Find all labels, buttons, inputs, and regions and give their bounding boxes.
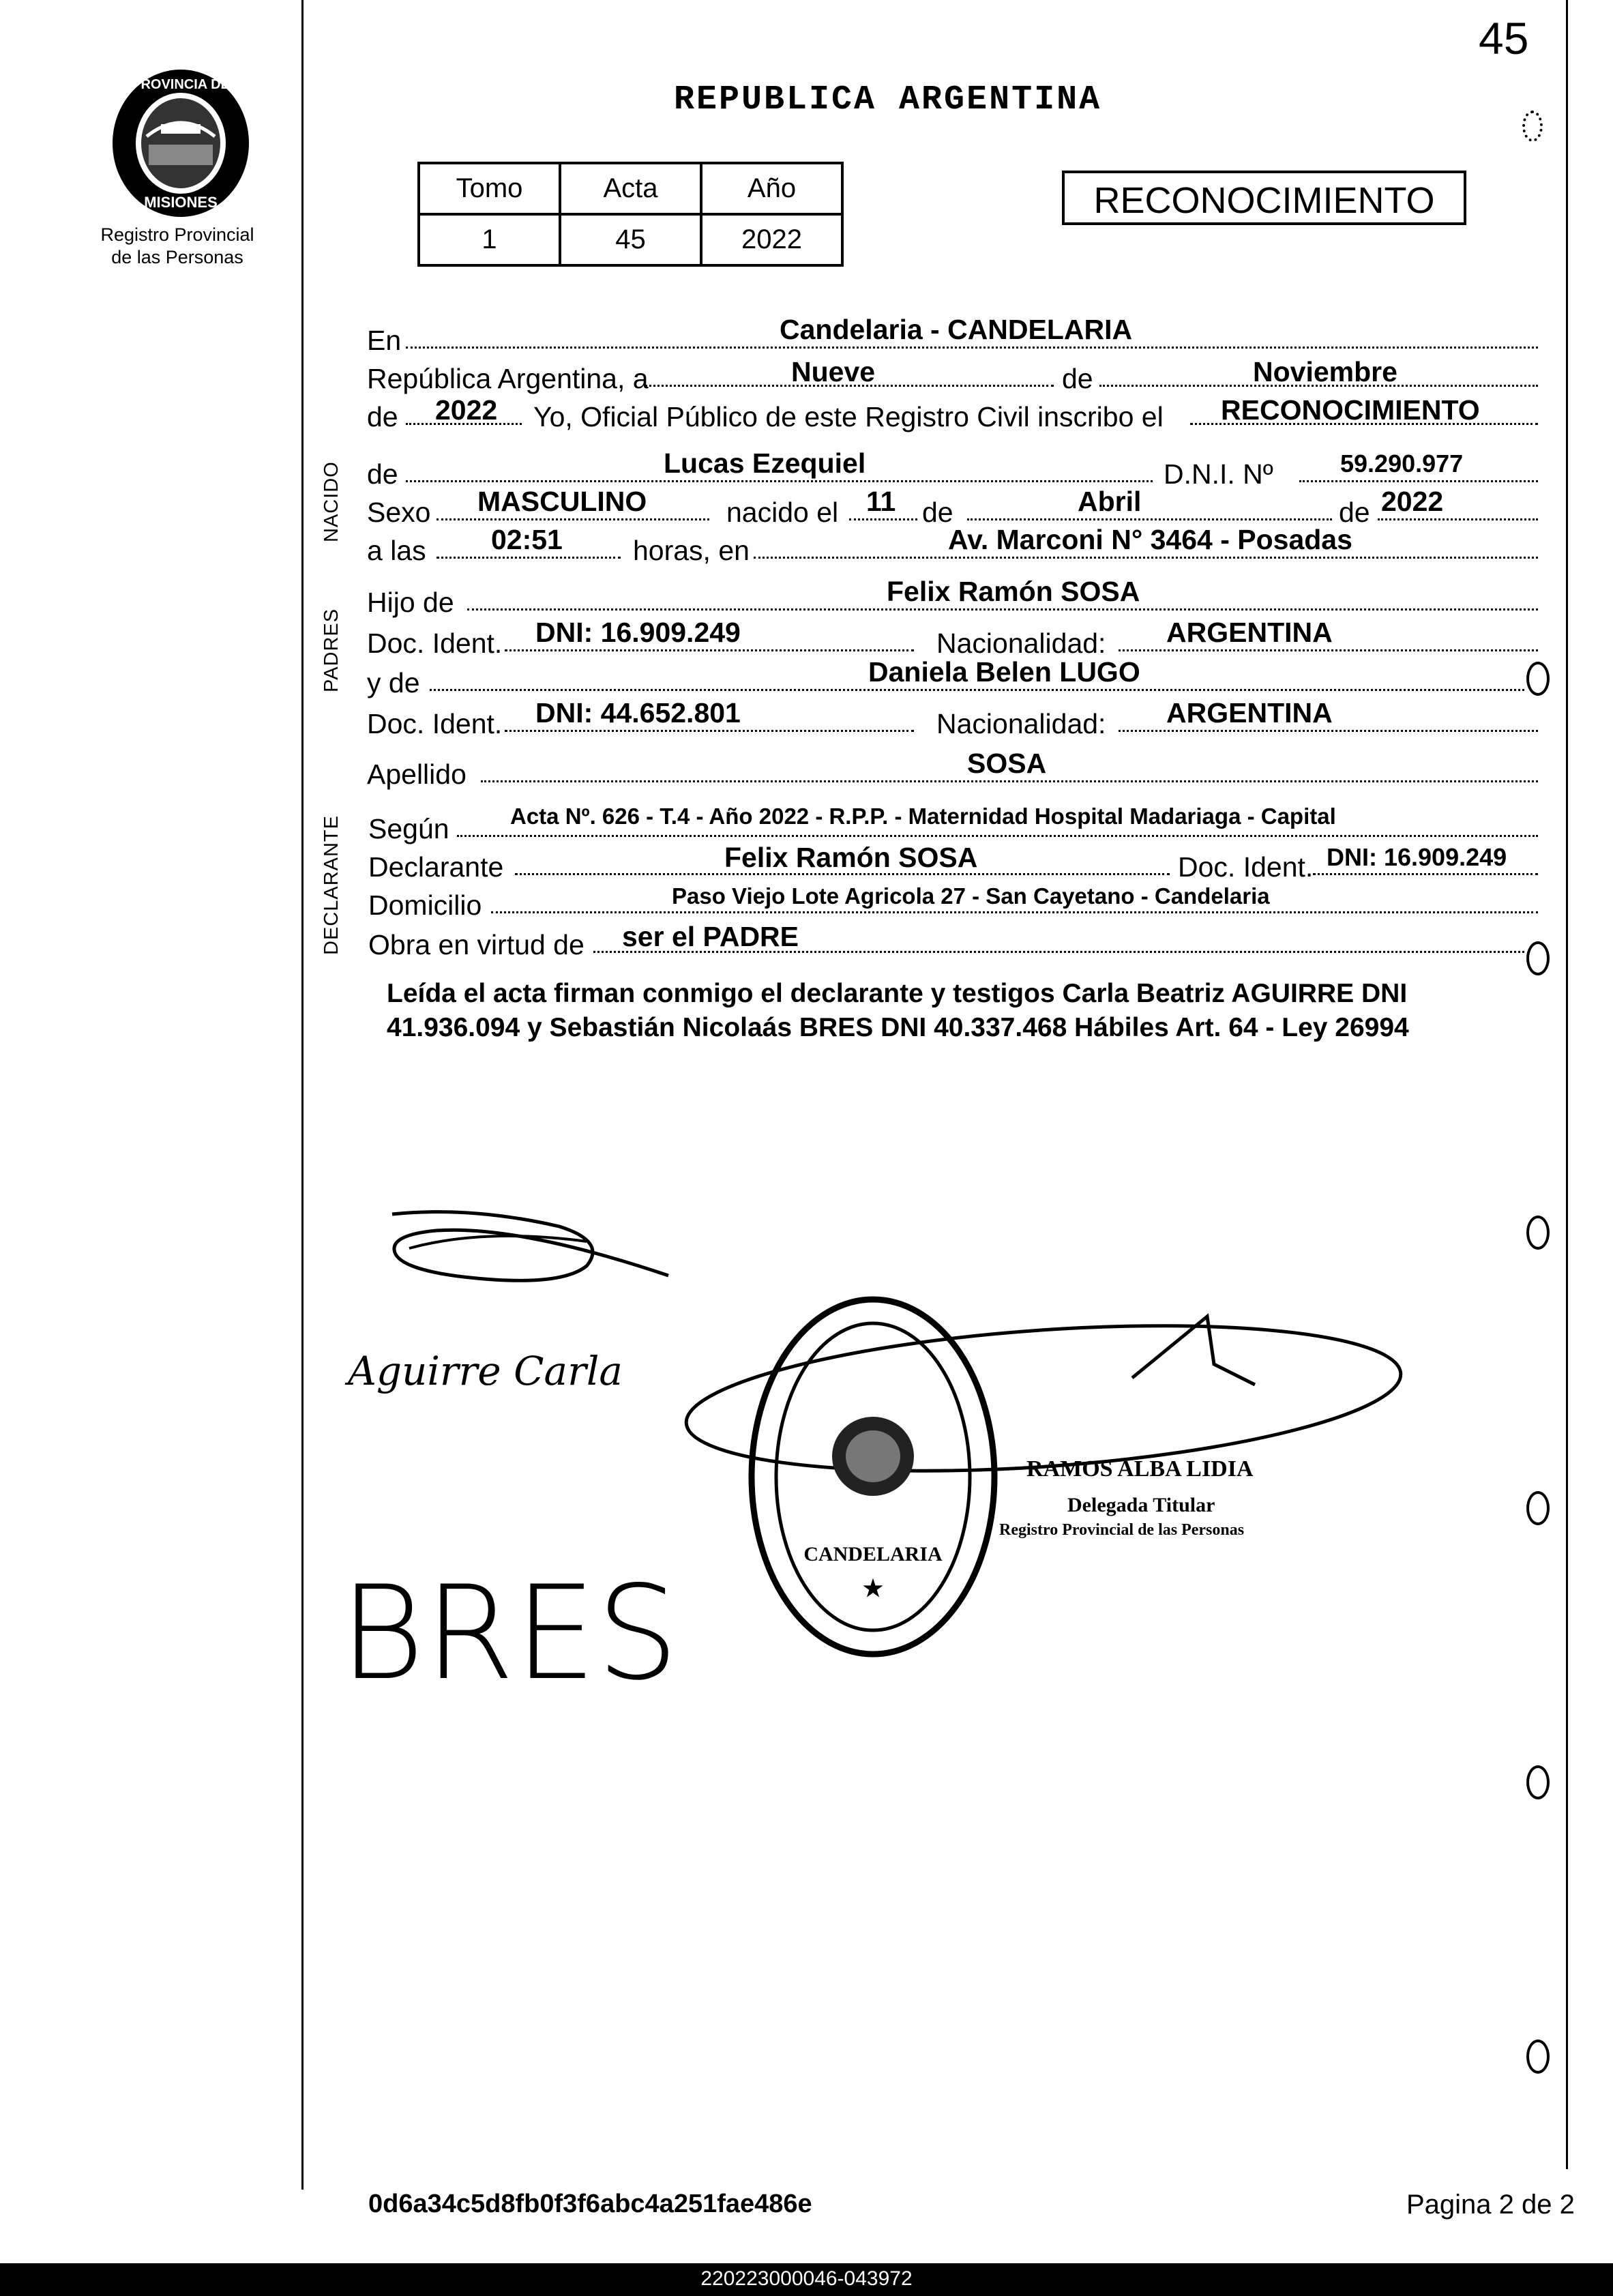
document-hash: 0d6a34c5d8fb0f3f6abc4a251fae486e — [368, 2190, 812, 2218]
value-madre: Daniela Belen LUGO — [868, 656, 1140, 688]
label-apellido: Apellido — [367, 759, 467, 790]
label-y-de: y de — [367, 667, 420, 698]
value-dni: 59.290.977 — [1340, 450, 1464, 477]
registry-name: Registro Provincial de las Personas — [100, 224, 254, 267]
side-label-declarante: DECLARANTE — [321, 815, 342, 955]
label-de-anio-nac: de — [1339, 497, 1370, 528]
page-number: 45 — [1479, 13, 1529, 63]
margin-hole — [1526, 1765, 1550, 1799]
label-doc-padre: Doc. Ident. — [367, 628, 503, 659]
official-stamp — [655, 1276, 1412, 1603]
side-label-padres: PADRES — [321, 608, 342, 692]
dots — [436, 557, 621, 559]
value-padre-dni: DNI: 16.909.249 — [535, 617, 741, 648]
value-anio: 2022 — [435, 394, 498, 426]
value-lugar: Candelaria - CANDELARIA — [780, 314, 1133, 345]
label-de-nombre: de — [367, 458, 398, 490]
dots — [1119, 649, 1538, 651]
label-sexo: Sexo — [367, 497, 431, 528]
label-de-anio: de — [367, 401, 398, 432]
value-acta: 45 — [560, 214, 701, 265]
document-title: REPUBLICA ARGENTINA — [674, 80, 1102, 119]
tomo-acta-anio-table — [417, 162, 844, 267]
label-doc-declarante: Doc. Ident. — [1178, 851, 1314, 883]
dots — [406, 480, 1153, 482]
label-de: de — [1062, 363, 1093, 394]
label-nac-padre: Nacionalidad: — [936, 628, 1106, 659]
left-margin-line — [301, 0, 304, 2190]
witness1-signature — [341, 1337, 623, 1432]
value-mes-nac: Abril — [1078, 486, 1142, 517]
dots — [481, 780, 1538, 782]
margin-hole — [1526, 1491, 1550, 1525]
value-declarante: Felix Ramón SOSA — [724, 842, 978, 873]
value-madre-dni: DNI: 44.652.801 — [535, 697, 741, 728]
dots — [849, 518, 917, 520]
svg-text:MISIONES: MISIONES — [144, 194, 218, 211]
dots — [1119, 730, 1538, 732]
value-domicilio: Paso Viejo Lote Agricola 27 - San Cayetano - Candelaria — [672, 883, 1270, 909]
label-en: En — [367, 325, 402, 356]
dots — [505, 730, 914, 732]
value-apellido: SOSA — [967, 748, 1047, 779]
label-hijo: Hijo de — [367, 587, 454, 618]
value-mes: Noviembre — [1253, 356, 1397, 387]
label-doc-madre: Doc. Ident. — [367, 708, 503, 739]
witness2-signature — [334, 1542, 679, 1709]
value-anio-nac: 2022 — [1381, 486, 1444, 517]
value-dia: Nueve — [791, 356, 876, 387]
dots — [505, 649, 914, 651]
margin-hole — [1526, 1216, 1550, 1250]
value-sexo: MASCULINO — [477, 486, 647, 517]
page-indicator: Pagina 2 de 2 — [1406, 2190, 1575, 2220]
svg-text:BRES: BRES — [340, 1558, 679, 1709]
label-dni: D.N.I. Nº — [1164, 458, 1273, 490]
value-nombre: Lucas Ezequiel — [664, 447, 866, 479]
dots — [1299, 480, 1538, 482]
label-segun: Según — [368, 813, 449, 844]
margin-hole — [1526, 2040, 1550, 2074]
value-dia-nac: 11 — [866, 486, 896, 517]
label-obra: Obra en virtud de — [368, 929, 584, 960]
value-hora: 02:51 — [491, 524, 563, 555]
svg-text:★: ★ — [862, 1576, 884, 1602]
header-acta: Acta — [560, 163, 701, 214]
margin-mark — [1522, 111, 1543, 142]
value-padre-nac: ARGENTINA — [1166, 617, 1333, 648]
provincia-misiones-logo — [109, 61, 252, 218]
label-republica: República Argentina, a — [367, 363, 649, 394]
label-horas: horas, en — [633, 535, 750, 566]
label-declarante: Declarante — [368, 851, 504, 883]
closing-paragraph: Leída el acta firman conmigo el declarante y testigos Carla Beatriz AGUIRRE DNI 41.936.094 y Sebastián Nicolaás BRES DNI 40.337.468 Hábiles Art. 64 - Ley 26994 — [387, 979, 1409, 1042]
svg-text:Aguirre Carla: Aguirre Carla — [348, 1348, 623, 1394]
dots — [754, 557, 1538, 559]
document-type-box: RECONOCIMIENTO — [1062, 171, 1466, 225]
label-nacido: nacido el — [726, 497, 839, 528]
header-anio: Año — [701, 163, 842, 214]
official-org: Registro Provincial de las Personas — [999, 1521, 1245, 1539]
dots — [436, 518, 709, 520]
label-domicilio: Domicilio — [368, 889, 482, 921]
value-tomo: 1 — [419, 214, 560, 265]
dots — [967, 518, 1332, 520]
dots — [457, 835, 1538, 837]
value-anio: 2022 — [701, 214, 842, 265]
footer-bar — [0, 2263, 1613, 2296]
svg-text:PROVINCIA DE: PROVINCIA DE — [132, 77, 230, 92]
svg-text:CANDELARIA: CANDELARIA — [803, 1543, 943, 1565]
dots — [1313, 873, 1538, 875]
value-segun: Acta Nº. 626 - T.4 - Año 2022 - R.P.P. - Maternidad Hospital Madariaga - Capital — [510, 804, 1336, 829]
declarant-signature — [382, 1201, 675, 1296]
header-tomo: Tomo — [419, 163, 560, 214]
dots — [406, 347, 1538, 349]
official-role: Delegada Titular — [1067, 1494, 1215, 1516]
label-yo: Yo, Oficial Público de este Registro Civil inscribo el — [533, 401, 1164, 432]
dots — [491, 911, 1538, 913]
dots — [430, 689, 1524, 691]
side-label-nacido: NACIDO — [321, 461, 342, 542]
official-name: RAMOS ALBA LIDIA — [1026, 1456, 1254, 1482]
label-nac-madre: Nacionalidad: — [936, 708, 1106, 739]
label-de-mes: de — [922, 497, 953, 528]
value-obra: ser el PADRE — [622, 921, 799, 952]
dots — [1378, 518, 1538, 520]
dots — [467, 608, 1538, 610]
barcode-id: 220223000046-043972 — [700, 2267, 913, 2290]
value-acto: RECONOCIMIENTO — [1221, 394, 1480, 426]
value-lugar-nac: Av. Marconi N° 3464 - Posadas — [948, 524, 1352, 555]
right-margin-line — [1566, 0, 1568, 2169]
margin-hole — [1526, 941, 1550, 975]
value-declarante-dni: DNI: 16.909.249 — [1327, 843, 1507, 871]
margin-hole — [1526, 662, 1550, 696]
value-padre: Felix Ramón SOSA — [887, 576, 1140, 607]
value-madre-nac: ARGENTINA — [1166, 697, 1333, 728]
label-a-las: a las — [367, 535, 426, 566]
